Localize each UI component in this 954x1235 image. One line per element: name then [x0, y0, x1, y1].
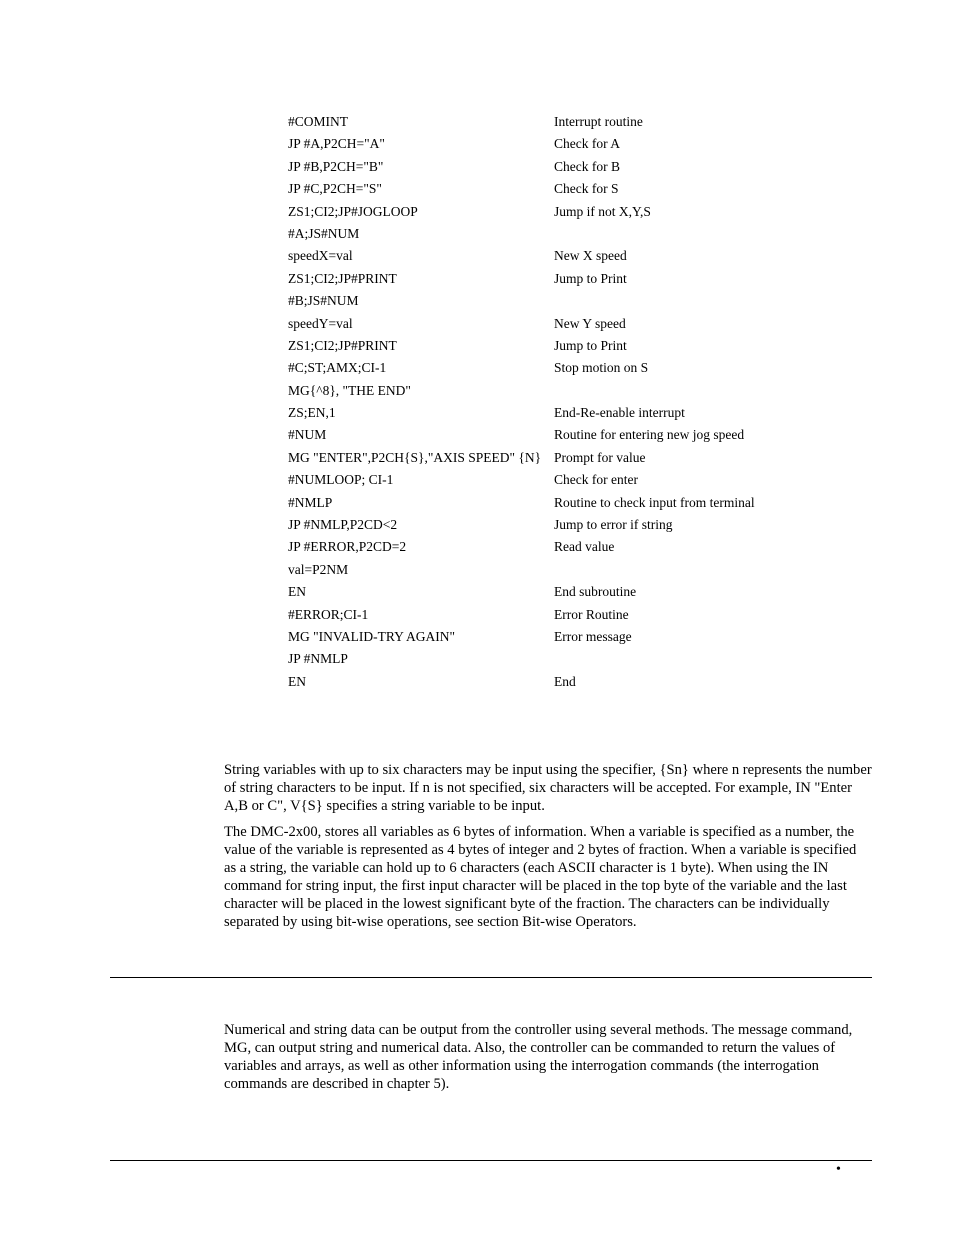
code-comment: Error message	[554, 628, 632, 644]
code-command: JP #B,P2CH="B"	[288, 158, 384, 174]
code-row	[288, 158, 808, 175]
code-command: JP #A,P2CH="A"	[288, 136, 385, 152]
code-row	[288, 315, 808, 332]
code-command: #NUMLOOP; CI-1	[288, 472, 394, 488]
code-command: JP #NMLP	[288, 651, 348, 667]
code-row	[288, 404, 808, 421]
code-comment: Stop motion on S	[554, 360, 649, 376]
code-comment	[554, 650, 808, 667]
code-row	[288, 650, 808, 667]
code-command: val=P2NM	[288, 561, 349, 577]
code-row	[288, 538, 808, 555]
code-command: speedY=val	[288, 315, 353, 331]
code-comment: Check for enter	[554, 472, 638, 488]
code-row	[288, 135, 808, 152]
code-comment: New Y speed	[554, 315, 626, 331]
code-command: #C;ST;AMX;CI-1	[288, 360, 387, 376]
code-comment: Jump to Print	[554, 270, 627, 286]
code-row	[288, 494, 808, 511]
code-row	[288, 337, 808, 354]
code-comment	[554, 382, 808, 399]
code-command: MG{^8}, "THE END"	[288, 382, 411, 398]
code-row	[288, 471, 808, 488]
code-row	[288, 673, 808, 690]
code-command: MG "INVALID-TRY AGAIN"	[288, 628, 456, 644]
paragraph-string-variables: String variables with up to six characters may be input using the specifier, {Sn} where n represents the number of string characters to be input. If n is not specified, six characters will be accepted. For example, IN "Enter A,B or C", V{S} specifies a string variable to be input.	[224, 762, 872, 814]
code-comment: End	[554, 673, 576, 689]
code-row	[288, 628, 808, 645]
section-divider	[110, 977, 872, 978]
code-command: JP #NMLP,P2CD<2	[288, 517, 398, 533]
code-comment: Prompt for value	[554, 449, 646, 465]
code-row	[288, 359, 808, 376]
code-row	[288, 583, 808, 600]
code-command: JP #C,P2CH="S"	[288, 181, 382, 197]
code-command: EN	[288, 673, 306, 689]
code-command: JP #ERROR,P2CD=2	[288, 539, 407, 555]
code-comment: End-Re-enable interrupt	[554, 405, 685, 421]
paragraph-variable-storage: The DMC-2x00, stores all variables as 6 bytes of information. When a variable is specified as a number, the value of the variable is represented as 4 bytes of integer and 2 bytes of fraction. When a variable is specified as a string, the variable can hold up to 6 characters (each ASCII character is 1 byte). When using the IN command for string input, the first input character will be placed in the top byte of the variable and the last character will be placed in the lowest significant byte of the fraction. The characters can be individually separated by using bit-wise operations, see section Bit-wise Operators.	[224, 824, 857, 930]
code-row	[288, 247, 808, 264]
code-comment	[554, 225, 808, 242]
code-comment: New X speed	[554, 248, 627, 264]
code-table	[288, 113, 808, 695]
code-command: MG "ENTER",P2CH{S},"AXIS SPEED" {N}	[288, 449, 542, 465]
code-command: ZS1;CI2;JP#JOGLOOP	[288, 203, 418, 219]
code-comment: Routine to check input from terminal	[554, 494, 755, 510]
code-row	[288, 382, 808, 399]
code-command: ZS;EN,1	[288, 405, 336, 421]
code-row	[288, 113, 808, 130]
code-row	[288, 606, 808, 623]
code-command: #A;JS#NUM	[288, 225, 360, 241]
code-command: #NMLP	[288, 494, 333, 510]
code-command: #COMINT	[288, 114, 348, 129]
code-row	[288, 180, 808, 197]
code-command: ZS1;CI2;JP#PRINT	[288, 337, 397, 353]
code-row	[288, 449, 808, 466]
code-comment: Check for B	[554, 158, 620, 174]
code-row	[288, 561, 808, 578]
footer-bullet: •	[836, 1162, 841, 1177]
code-comment: Jump if not X,Y,S	[554, 203, 651, 219]
code-command: #B;JS#NUM	[288, 293, 359, 309]
code-command: #ERROR;CI-1	[288, 606, 369, 622]
code-comment: Routine for entering new jog speed	[554, 427, 745, 443]
paragraph-output: Numerical and string data can be output from the controller using several methods. The message command, MG, can output string and numerical data. Also, the controller can be commanded to return the values of variables and arrays, as well as other information using the interrogation commands (the interrogation commands are described in chapter 5).	[224, 1022, 853, 1092]
code-comment: Check for A	[554, 136, 620, 152]
footer-rule	[110, 1160, 872, 1161]
code-command: EN	[288, 584, 306, 600]
code-comment: Jump to error if string	[554, 517, 673, 533]
code-row	[288, 292, 808, 309]
code-comment: Error Routine	[554, 606, 629, 622]
code-row	[288, 516, 808, 533]
code-row	[288, 225, 808, 242]
code-comment: Interrupt routine	[554, 114, 643, 129]
code-command: ZS1;CI2;JP#PRINT	[288, 270, 397, 286]
code-comment	[554, 292, 808, 309]
code-row	[288, 203, 808, 220]
code-comment: End subroutine	[554, 584, 637, 600]
code-comment: Read value	[554, 539, 615, 555]
code-row	[288, 270, 808, 287]
code-comment: Check for S	[554, 181, 619, 197]
code-comment	[554, 561, 808, 578]
code-command: speedX=val	[288, 248, 353, 264]
code-row	[288, 426, 808, 443]
code-command: #NUM	[288, 427, 327, 443]
code-comment: Jump to Print	[554, 337, 627, 353]
